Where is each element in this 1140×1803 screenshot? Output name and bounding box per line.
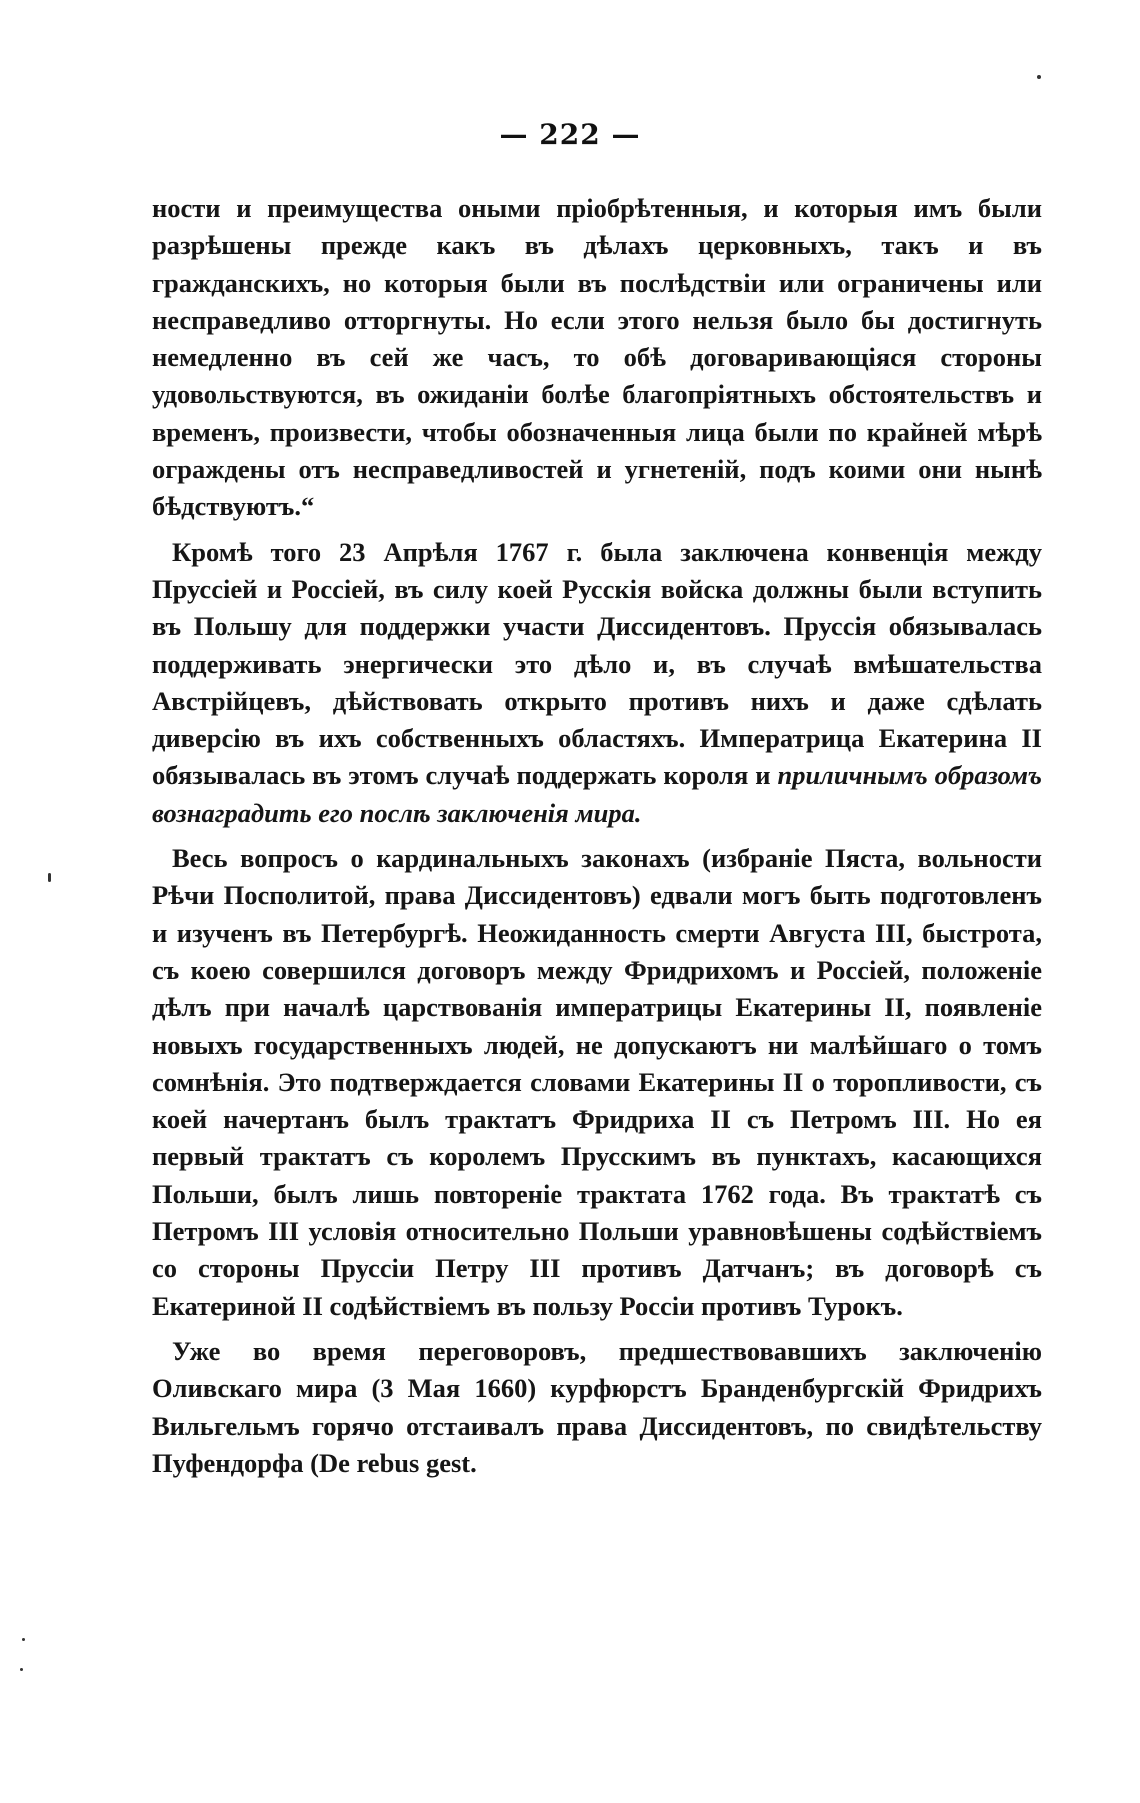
page-number: — 222 — bbox=[499, 118, 641, 151]
paragraph-2-text: Кромѣ того 23 Апрѣля 1767 г. была заключена конвенція между Пруссіей и Россіей, въ силу коей Русскія войска должны были вступить въ Польшу для поддержки участи Диссидентовъ. Пруссія обязывалась поддерживать энергически это дѣло и, въ случаѣ вмѣшательства Австрійцевъ, дѣйствовать открыто противъ нихъ и даже сдѣлать диверсію въ ихъ собственныхъ областяхъ. Императрица Екатерина II обязывалась въ этомъ случаѣ поддержать короля и bbox=[152, 536, 1042, 791]
paragraph-4: Уже во время переговоровъ, предшествовавшихъ заключенію Оливскаго мира (3 Мая 1660) курфюрстъ Бранденбургскій Фридрихъ Вильгельмъ горячо отстаивалъ права Диссидентовъ, по свидѣтельству Пуфендорфа (De rebus gest. bbox=[152, 1335, 1042, 1478]
paragraph-2-italic: приличнымъ образомъ вознаградить его послѣ заключенія мира. bbox=[152, 760, 1042, 828]
paper-speck bbox=[48, 873, 51, 882]
paragraph-3: Весь вопросъ о кардинальныхъ законахъ (избраніе Пяста, вольности Рѣчи Посполитой, права Диссидентовъ) едвали могъ быть подготовленъ и изученъ въ Петербургѣ. Неожиданность смерти Августа III, быстрота, съ коею совершился договоръ между Фридрихомъ и Россіей, положеніе дѣлъ при началѣ царствованія императрицы Екатерины II, появленіе новыхъ государственныхъ людей, не допускаютъ ни малѣйшаго о томъ сомнѣнія. Это подтверждается словами Екатерины II о торопливости, съ коей начертанъ былъ трактатъ Фридриха II съ Петромъ III. Но ея первый трактатъ съ королемъ Прусскимъ въ пунктахъ, касающихся Польши, былъ лишь повтореніе трактата 1762 года. Въ трактатѣ съ Петромъ III условія относительно Польши уравновѣшены содѣйствіемъ со стороны Пруссіи Петру III противъ Датчанъ; въ договорѣ съ Екатериной II содѣйствіемъ въ пользу Россіи противъ Турокъ. bbox=[152, 843, 1042, 1321]
paper-speck bbox=[20, 1668, 23, 1671]
paper-speck bbox=[22, 1638, 25, 1641]
paper-speck bbox=[1037, 75, 1041, 79]
paragraph-1: ности и преимущества оными пріобрѣтенныя, и которыя имъ были разрѣшены прежде какъ въ дѣлахъ церковныхъ, такъ и въ гражданскихъ, но которыя были въ послѣдствіи или ограничены или несправедливо отторгнуты. Но если этого нельзя было бы достигнуть немедленно въ сей же часъ, то обѣ договаривающіяся стороны удовольствуются, въ ожиданіи болѣе благопріятныхъ обстоятельствъ и временъ, произвести, чтобы обозначенныя лица были по крайней мѣрѣ ограждены отъ несправедливостей и угнетеній, подъ коими они нынѣ бѣдствуютъ.“ bbox=[152, 193, 1042, 522]
paragraph-2 bbox=[152, 534, 1042, 832]
page-body bbox=[152, 190, 1042, 1482]
